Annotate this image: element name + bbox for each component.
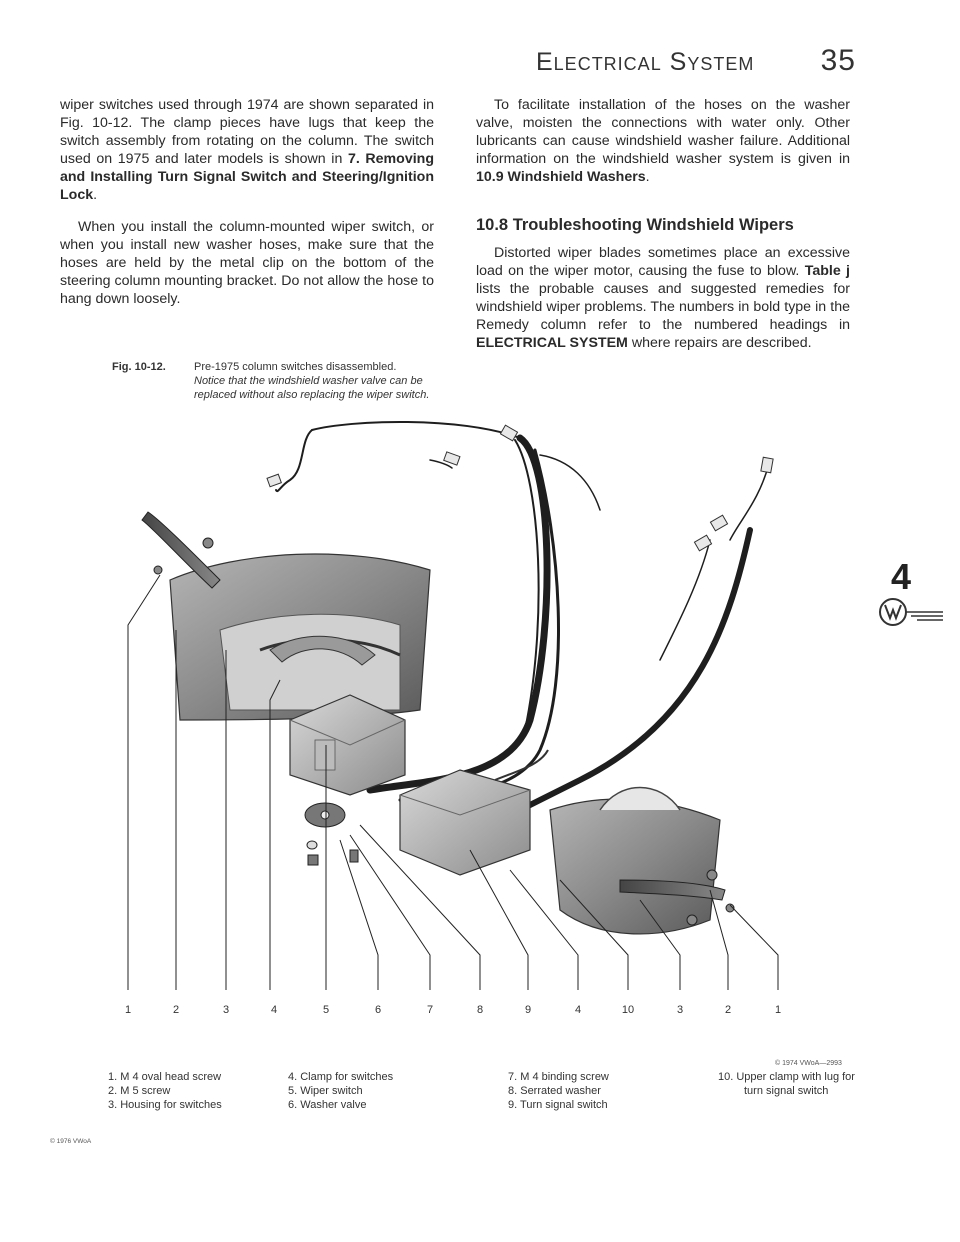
caption-note: Notice that the windshield washer valve can be replaced without also replacing the wiper switch. bbox=[194, 375, 430, 401]
callout-number: 7 bbox=[426, 1004, 434, 1016]
section-tab bbox=[877, 556, 947, 636]
legend-item: 3. Housing for switches bbox=[108, 1099, 222, 1111]
callout-number: 5 bbox=[322, 1004, 330, 1016]
caption-text: Pre-1975 column switches disassembled. bbox=[194, 361, 397, 373]
legend-item: 7. M 4 binding screw bbox=[508, 1071, 609, 1083]
washer-valve-parts bbox=[305, 803, 358, 865]
vw-logo-icon bbox=[877, 596, 947, 628]
wire-connectors bbox=[267, 425, 773, 551]
callout-number: 1 bbox=[774, 1004, 782, 1016]
section-heading: 10.8 Troubleshooting Windshield Wipers bbox=[476, 216, 794, 234]
cross-reference: 7. Removing and Installing Turn Signal Switch and Steering/Ignition Lock bbox=[60, 151, 434, 203]
legend-item: 8. Serrated washer bbox=[508, 1085, 601, 1097]
page-header bbox=[536, 44, 856, 84]
legend-item: 9. Turn signal switch bbox=[508, 1099, 608, 1111]
legend-item: turn signal switch bbox=[744, 1085, 829, 1097]
legend-item: 10. Upper clamp with lug for bbox=[718, 1071, 855, 1083]
left-paragraph-1: wiper switches used through 1974 are shown separated in Fig. 10-12. The clamp pieces have lugs that keep the switch assembly from rotating on the column. The switch used on 1975 and later models is shown in 7. Removing and Installing Turn Signal Switch and Steering/Ignition Lock. bbox=[60, 97, 434, 203]
callout-number: 2 bbox=[172, 1004, 180, 1016]
callout-number: 9 bbox=[524, 1004, 532, 1016]
callout-number: 1 bbox=[124, 1004, 132, 1016]
page-number: 35 bbox=[820, 44, 856, 77]
legend-column-3 bbox=[508, 1070, 609, 1112]
left-paragraph-2: When you install the column-mounted wiper switch, or when you install new washer hoses, make sure that the hoses are held by the metal clip on the bottom of the steering column mounting bracket. Do not allow the hose to hang down loosely. bbox=[60, 219, 434, 307]
callout-number: 10 bbox=[621, 1004, 635, 1016]
figure-label: Fig. 10-12. bbox=[112, 361, 166, 373]
callout-number: 2 bbox=[724, 1004, 732, 1016]
legend-item: 5. Wiper switch bbox=[288, 1085, 363, 1097]
cross-reference: 10.9 Windshield Washers bbox=[476, 169, 646, 185]
left-column bbox=[60, 96, 434, 322]
section-title: Electrical System bbox=[536, 48, 755, 76]
page-copyright: © 1976 VWoA bbox=[50, 1138, 92, 1145]
callout-number: 3 bbox=[676, 1004, 684, 1016]
figure-copyright: © 1974 VWoA—2993 bbox=[775, 1060, 842, 1067]
legend-item: 4. Clamp for switches bbox=[288, 1071, 394, 1083]
right-paragraph-2: Distorted wiper blades sometimes place an excessive load on the wiper motor, causing the fuse to blow. Table j lists the probable causes and suggested remedies for windshield wiper problems. The numbers in bold type in the Remedy column refer to the numbered headings in ELECTRICAL SYSTEM where repairs are described. bbox=[476, 245, 850, 351]
callout-number: 6 bbox=[374, 1004, 382, 1016]
legend-item: 1. M 4 oval head screw bbox=[108, 1071, 222, 1083]
section-tab-number: 4 bbox=[891, 556, 912, 597]
housing-right bbox=[550, 788, 720, 934]
right-paragraph-1: To facilitate installation of the hoses on the washer valve, moisten the connections with water only. Other lubricants can cause windshield washer failure. Additional information on the windshield washer system is given in 10.9 Windshield Washers. bbox=[476, 97, 850, 185]
legend-column-2 bbox=[288, 1070, 393, 1112]
legend-column-4 bbox=[718, 1070, 855, 1098]
callout-number: 3 bbox=[222, 1004, 230, 1016]
legend-item: 2. M 5 screw bbox=[108, 1085, 171, 1097]
callout-number: 4 bbox=[270, 1004, 278, 1016]
callout-number: 8 bbox=[476, 1004, 484, 1016]
legend-column-1 bbox=[108, 1070, 222, 1112]
callout-number: 4 bbox=[574, 1004, 582, 1016]
right-column bbox=[476, 96, 850, 366]
legend-item: 6. Washer valve bbox=[288, 1099, 367, 1111]
exploded-diagram bbox=[100, 420, 900, 1040]
